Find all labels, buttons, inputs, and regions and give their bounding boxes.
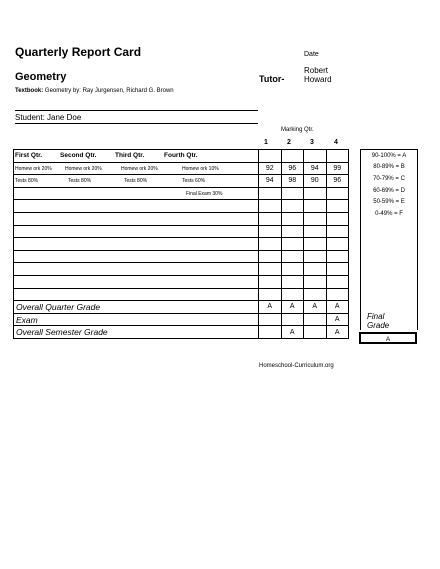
quarter-number: 2 [287,139,291,146]
exam-grade: A [326,313,349,326]
grade-cell [281,275,304,288]
grade-cell [326,212,349,225]
empty-cell [14,275,259,288]
table-row [14,263,349,276]
table-row [14,187,349,200]
grade-cell [326,225,349,238]
grade-cell [259,288,282,301]
grade-cell [259,238,282,251]
grade-cell [259,250,282,263]
quarter-grade: A [259,301,282,314]
grade-cell [259,187,282,200]
grade-cell [326,238,349,251]
table-row [14,250,349,263]
grade-cell [304,238,327,251]
final-exam-weight: Final Exam 30% [186,190,223,197]
empty-cell [14,238,259,251]
grade-cell [259,200,282,213]
empty-cell [14,263,259,276]
test-score: 98 [281,175,304,188]
date-label: Date [304,51,319,58]
textbook-value: Geometry by: Ray Jurgensen, Richard G. Brown [44,88,174,94]
test-score: 90 [304,175,327,188]
grade-cell [259,150,282,163]
grade-scale-row [361,196,418,208]
table-row [14,150,349,163]
final-grade-box: A [359,332,417,344]
quarter-grade: A [326,301,349,314]
grade-scale-item: 70-79% = C [361,173,418,185]
grade-cell [259,275,282,288]
quarter-header: Third Qtr. [115,152,145,159]
report-title: Quarterly Report Card [15,45,142,59]
tutor-label: Tutor- [259,74,285,84]
test-weight: Tests 80% [15,178,39,185]
grade-cell [326,200,349,213]
homework-weight: Homew ork 10% [182,165,219,172]
homework-score: 96 [281,162,304,175]
empty-cell [14,200,259,213]
grade-cell [326,275,349,288]
grade-cell [304,200,327,213]
homework-score: 92 [259,162,282,175]
table-row [14,225,349,238]
grade-cell [304,275,327,288]
divider-line [15,123,258,124]
grade-cell [281,212,304,225]
homework-score: 94 [304,162,327,175]
grade-cell [281,150,304,163]
table-row [14,275,349,288]
grade-scale-table [360,149,418,330]
semester-grade: A [281,326,304,339]
textbook-line [15,88,174,94]
grade-scale-item: 50-59% = E [361,196,418,208]
grade-cell [281,263,304,276]
grade-cell [281,200,304,213]
homework-weight: Homew ork 20% [121,165,158,172]
grade-cell [281,187,304,200]
quarter-number: 1 [264,139,268,146]
grade-cell [304,250,327,263]
homework-weight-cell [14,162,259,175]
quarter-header-cell [14,150,259,163]
grade-cell [304,288,327,301]
test-score: 96 [326,175,349,188]
grade-scale-item: 0-49% = F [361,208,418,220]
table-row [14,175,349,188]
test-weight-cell [14,175,259,188]
grade-scale-item: 90-100% = A [361,150,418,162]
homework-score: 99 [326,162,349,175]
overall-semester-label: Overall Semester Grade [14,326,259,339]
tutor-name: Robert Howard [304,66,332,84]
table-row [14,212,349,225]
subject-title: Geometry [15,71,67,83]
grade-cell [281,250,304,263]
grade-cell [281,238,304,251]
homework-weight: Homew ork 20% [65,165,102,172]
grade-cell [326,288,349,301]
grade-cell [326,250,349,263]
grade-cell [326,263,349,276]
quarter-number: 3 [310,139,314,146]
test-weight: Tests 80% [124,178,148,185]
quarter-grade: A [281,301,304,314]
grade-cell [326,150,349,163]
grade-scale-row [361,185,418,197]
exam-label: Exam [14,313,259,326]
final-exam-weight-cell [14,187,259,200]
quarter-header: First Qtr. [15,152,43,159]
grade-cell [281,288,304,301]
grade-scale-item: 60-69% = D [361,185,418,197]
grade-scale-row [361,150,418,162]
footer-site: Homeschool-Curriculum.org [259,363,334,369]
grades-table [13,149,349,339]
quarter-header: Fourth Qtr. [164,152,198,159]
student-name: Student: Jane Doe [15,113,82,122]
table-row [14,238,349,251]
textbook-label: Textbook: [15,88,44,94]
final-grade-label: Final Grade [367,312,390,330]
marking-quarter-label: Marking Qtr. [281,127,314,133]
homework-weight: Homew ork 20% [15,165,52,172]
grade-cell [304,150,327,163]
grade-cell [304,225,327,238]
exam-row [14,313,349,326]
table-row [14,200,349,213]
empty-cell [14,250,259,263]
test-weight: Tests 60% [182,178,206,185]
semester-grade: A [326,326,349,339]
exam-grade [304,313,327,326]
grade-scale-row [361,173,418,185]
grade-scale-item: 80-89% = B [361,162,418,174]
exam-grade [281,313,304,326]
grade-cell [259,263,282,276]
grade-cell [259,212,282,225]
grade-cell [259,225,282,238]
exam-grade [259,313,282,326]
table-row [14,162,349,175]
grade-cell [304,263,327,276]
empty-cell [14,225,259,238]
semester-grade [259,326,282,339]
test-weight: Tests 80% [68,178,92,185]
grade-cell [326,187,349,200]
divider-line [15,110,258,111]
overall-quarter-row [14,301,349,314]
quarter-grade: A [304,301,327,314]
overall-quarter-label: Overall Quarter Grade [14,301,259,314]
grade-cell [304,212,327,225]
grade-scale-row [361,162,418,174]
grade-scale-row [361,208,418,220]
empty-cell [14,288,259,301]
test-score: 94 [259,175,282,188]
quarter-number: 4 [334,139,338,146]
table-row [14,288,349,301]
grade-cell [304,187,327,200]
overall-semester-row [14,326,349,339]
quarter-header: Second Qtr. [60,152,97,159]
semester-grade [304,326,327,339]
empty-cell [14,212,259,225]
grade-cell [281,225,304,238]
